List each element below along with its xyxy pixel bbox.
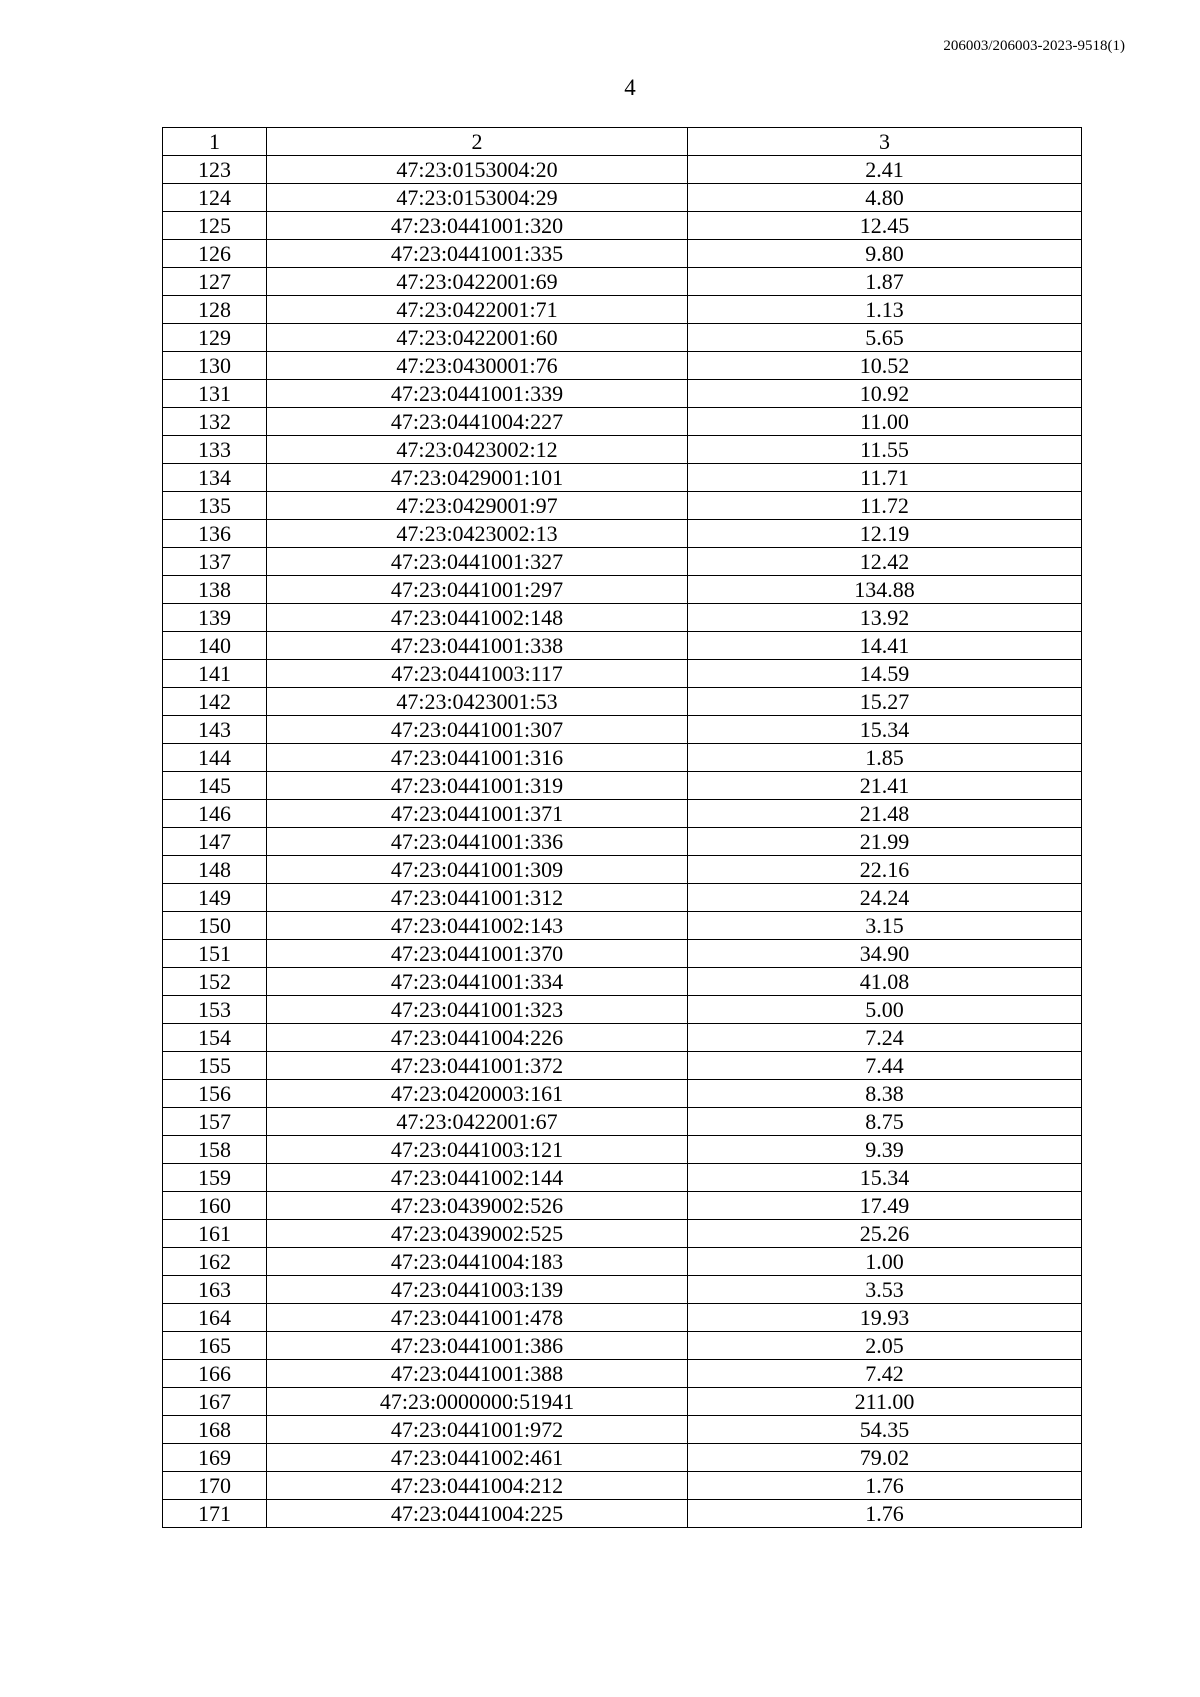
value-cell: 14.59 bbox=[688, 660, 1082, 688]
row-number-cell: 138 bbox=[163, 576, 267, 604]
value-cell: 22.16 bbox=[688, 856, 1082, 884]
value-cell: 10.52 bbox=[688, 352, 1082, 380]
value-cell: 4.80 bbox=[688, 184, 1082, 212]
table-row bbox=[163, 352, 1082, 380]
row-number-cell: 165 bbox=[163, 1332, 267, 1360]
row-number-cell: 132 bbox=[163, 408, 267, 436]
cadastral-number-cell: 47:23:0441001:319 bbox=[267, 772, 688, 800]
cadastral-number-cell: 47:23:0441001:386 bbox=[267, 1332, 688, 1360]
table-row bbox=[163, 1192, 1082, 1220]
table-row bbox=[163, 1080, 1082, 1108]
value-cell: 19.93 bbox=[688, 1304, 1082, 1332]
cadastral-number-cell: 47:23:0441001:323 bbox=[267, 996, 688, 1024]
value-cell: 1.85 bbox=[688, 744, 1082, 772]
cadastral-number-cell: 47:23:0441001:312 bbox=[267, 884, 688, 912]
data-table bbox=[162, 127, 1082, 1528]
cadastral-number-cell: 47:23:0441001:336 bbox=[267, 828, 688, 856]
value-cell: 1.00 bbox=[688, 1248, 1082, 1276]
row-number-cell: 160 bbox=[163, 1192, 267, 1220]
table-row bbox=[163, 1024, 1082, 1052]
row-number-cell: 141 bbox=[163, 660, 267, 688]
table-row bbox=[163, 604, 1082, 632]
table-row bbox=[163, 1360, 1082, 1388]
cadastral-number-cell: 47:23:0423002:13 bbox=[267, 520, 688, 548]
cadastral-number-cell: 47:23:0441001:334 bbox=[267, 968, 688, 996]
table-row bbox=[163, 660, 1082, 688]
value-cell: 1.13 bbox=[688, 296, 1082, 324]
value-cell: 5.00 bbox=[688, 996, 1082, 1024]
cadastral-number-cell: 47:23:0441001:478 bbox=[267, 1304, 688, 1332]
table-header-row bbox=[163, 128, 1082, 156]
value-cell: 211.00 bbox=[688, 1388, 1082, 1416]
cadastral-number-cell: 47:23:0441001:388 bbox=[267, 1360, 688, 1388]
cadastral-number-cell: 47:23:0429001:97 bbox=[267, 492, 688, 520]
row-number-cell: 163 bbox=[163, 1276, 267, 1304]
row-number-cell: 126 bbox=[163, 240, 267, 268]
cadastral-number-cell: 47:23:0429001:101 bbox=[267, 464, 688, 492]
value-cell: 12.45 bbox=[688, 212, 1082, 240]
row-number-cell: 154 bbox=[163, 1024, 267, 1052]
cadastral-number-cell: 47:23:0441002:143 bbox=[267, 912, 688, 940]
column-header-2: 2 bbox=[267, 128, 688, 156]
table-row bbox=[163, 1108, 1082, 1136]
value-cell: 14.41 bbox=[688, 632, 1082, 660]
cadastral-number-cell: 47:23:0430001:76 bbox=[267, 352, 688, 380]
row-number-cell: 162 bbox=[163, 1248, 267, 1276]
cadastral-number-cell: 47:23:0441004:183 bbox=[267, 1248, 688, 1276]
cadastral-number-cell: 47:23:0441003:139 bbox=[267, 1276, 688, 1304]
row-number-cell: 131 bbox=[163, 380, 267, 408]
value-cell: 134.88 bbox=[688, 576, 1082, 604]
cadastral-number-cell: 47:23:0441004:212 bbox=[267, 1472, 688, 1500]
cadastral-number-cell: 47:23:0422001:69 bbox=[267, 268, 688, 296]
row-number-cell: 152 bbox=[163, 968, 267, 996]
value-cell: 7.24 bbox=[688, 1024, 1082, 1052]
row-number-cell: 148 bbox=[163, 856, 267, 884]
table-row bbox=[163, 856, 1082, 884]
row-number-cell: 140 bbox=[163, 632, 267, 660]
page-number: 4 bbox=[624, 75, 636, 100]
cadastral-number-cell: 47:23:0441004:225 bbox=[267, 1500, 688, 1528]
row-number-cell: 161 bbox=[163, 1220, 267, 1248]
row-number-cell: 139 bbox=[163, 604, 267, 632]
cadastral-number-cell: 47:23:0441001:309 bbox=[267, 856, 688, 884]
row-number-cell: 155 bbox=[163, 1052, 267, 1080]
cadastral-number-cell: 47:23:0153004:20 bbox=[267, 156, 688, 184]
row-number-cell: 170 bbox=[163, 1472, 267, 1500]
column-header-3: 3 bbox=[688, 128, 1082, 156]
value-cell: 21.48 bbox=[688, 800, 1082, 828]
table-row bbox=[163, 1444, 1082, 1472]
row-number-cell: 169 bbox=[163, 1444, 267, 1472]
cadastral-number-cell: 47:23:0441001:335 bbox=[267, 240, 688, 268]
table-row bbox=[163, 380, 1082, 408]
table-row bbox=[163, 240, 1082, 268]
document-reference: 206003/206003-2023-9518(1) bbox=[943, 38, 1125, 54]
value-cell: 41.08 bbox=[688, 968, 1082, 996]
cadastral-number-cell: 47:23:0422001:67 bbox=[267, 1108, 688, 1136]
cadastral-number-cell: 47:23:0441004:227 bbox=[267, 408, 688, 436]
value-cell: 5.65 bbox=[688, 324, 1082, 352]
value-cell: 11.72 bbox=[688, 492, 1082, 520]
table-row bbox=[163, 1248, 1082, 1276]
row-number-cell: 158 bbox=[163, 1136, 267, 1164]
row-number-cell: 151 bbox=[163, 940, 267, 968]
row-number-cell: 153 bbox=[163, 996, 267, 1024]
value-cell: 9.39 bbox=[688, 1136, 1082, 1164]
value-cell: 12.42 bbox=[688, 548, 1082, 576]
row-number-cell: 159 bbox=[163, 1164, 267, 1192]
row-number-cell: 149 bbox=[163, 884, 267, 912]
row-number-cell: 166 bbox=[163, 1360, 267, 1388]
value-cell: 9.80 bbox=[688, 240, 1082, 268]
row-number-cell: 142 bbox=[163, 688, 267, 716]
cadastral-number-cell: 47:23:0422001:60 bbox=[267, 324, 688, 352]
value-cell: 15.34 bbox=[688, 716, 1082, 744]
row-number-cell: 125 bbox=[163, 212, 267, 240]
table-row bbox=[163, 408, 1082, 436]
cadastral-number-cell: 47:23:0441001:307 bbox=[267, 716, 688, 744]
row-number-cell: 146 bbox=[163, 800, 267, 828]
row-number-cell: 171 bbox=[163, 1500, 267, 1528]
table-row bbox=[163, 800, 1082, 828]
value-cell: 10.92 bbox=[688, 380, 1082, 408]
cadastral-number-cell: 47:23:0423001:53 bbox=[267, 688, 688, 716]
cadastral-number-cell: 47:23:0441001:339 bbox=[267, 380, 688, 408]
cadastral-number-cell: 47:23:0441001:370 bbox=[267, 940, 688, 968]
table-row bbox=[163, 520, 1082, 548]
value-cell: 2.05 bbox=[688, 1332, 1082, 1360]
table-row bbox=[163, 492, 1082, 520]
value-cell: 7.44 bbox=[688, 1052, 1082, 1080]
cadastral-number-cell: 47:23:0441003:117 bbox=[267, 660, 688, 688]
value-cell: 15.27 bbox=[688, 688, 1082, 716]
row-number-cell: 143 bbox=[163, 716, 267, 744]
table-row bbox=[163, 1388, 1082, 1416]
row-number-cell: 168 bbox=[163, 1416, 267, 1444]
value-cell: 1.76 bbox=[688, 1500, 1082, 1528]
cadastral-number-cell: 47:23:0000000:51941 bbox=[267, 1388, 688, 1416]
value-cell: 17.49 bbox=[688, 1192, 1082, 1220]
row-number-cell: 128 bbox=[163, 296, 267, 324]
table-row bbox=[163, 1164, 1082, 1192]
value-cell: 13.92 bbox=[688, 604, 1082, 632]
cadastral-number-cell: 47:23:0441001:327 bbox=[267, 548, 688, 576]
cadastral-number-cell: 47:23:0441001:320 bbox=[267, 212, 688, 240]
table-row bbox=[163, 716, 1082, 744]
table-row bbox=[163, 772, 1082, 800]
value-cell: 25.26 bbox=[688, 1220, 1082, 1248]
cadastral-number-cell: 47:23:0441004:226 bbox=[267, 1024, 688, 1052]
row-number-cell: 137 bbox=[163, 548, 267, 576]
table-row bbox=[163, 912, 1082, 940]
table-row bbox=[163, 268, 1082, 296]
table-row bbox=[163, 744, 1082, 772]
cadastral-number-cell: 47:23:0441001:297 bbox=[267, 576, 688, 604]
cadastral-number-cell: 47:23:0422001:71 bbox=[267, 296, 688, 324]
row-number-cell: 130 bbox=[163, 352, 267, 380]
table-row bbox=[163, 1136, 1082, 1164]
value-cell: 11.00 bbox=[688, 408, 1082, 436]
table-row bbox=[163, 688, 1082, 716]
value-cell: 8.75 bbox=[688, 1108, 1082, 1136]
table-row bbox=[163, 576, 1082, 604]
table-row bbox=[163, 1416, 1082, 1444]
cadastral-number-cell: 47:23:0441001:338 bbox=[267, 632, 688, 660]
value-cell: 11.71 bbox=[688, 464, 1082, 492]
column-header-1: 1 bbox=[163, 128, 267, 156]
table-row bbox=[163, 1500, 1082, 1528]
row-number-cell: 129 bbox=[163, 324, 267, 352]
table-row bbox=[163, 1332, 1082, 1360]
table-row bbox=[163, 884, 1082, 912]
cadastral-number-cell: 47:23:0441002:148 bbox=[267, 604, 688, 632]
table-row bbox=[163, 548, 1082, 576]
row-number-cell: 144 bbox=[163, 744, 267, 772]
row-number-cell: 164 bbox=[163, 1304, 267, 1332]
cadastral-number-cell: 47:23:0441001:371 bbox=[267, 800, 688, 828]
table-row bbox=[163, 968, 1082, 996]
row-number-cell: 134 bbox=[163, 464, 267, 492]
row-number-cell: 135 bbox=[163, 492, 267, 520]
row-number-cell: 147 bbox=[163, 828, 267, 856]
value-cell: 3.53 bbox=[688, 1276, 1082, 1304]
table-header bbox=[163, 128, 1082, 156]
row-number-cell: 156 bbox=[163, 1080, 267, 1108]
value-cell: 21.41 bbox=[688, 772, 1082, 800]
table-row bbox=[163, 436, 1082, 464]
table-row bbox=[163, 828, 1082, 856]
value-cell: 8.38 bbox=[688, 1080, 1082, 1108]
table-row bbox=[163, 1052, 1082, 1080]
table-row bbox=[163, 464, 1082, 492]
cadastral-number-cell: 47:23:0441002:144 bbox=[267, 1164, 688, 1192]
row-number-cell: 157 bbox=[163, 1108, 267, 1136]
table-row bbox=[163, 184, 1082, 212]
row-number-cell: 136 bbox=[163, 520, 267, 548]
table-row bbox=[163, 1276, 1082, 1304]
cadastral-number-cell: 47:23:0441001:972 bbox=[267, 1416, 688, 1444]
table-row bbox=[163, 1472, 1082, 1500]
table-row bbox=[163, 296, 1082, 324]
value-cell: 11.55 bbox=[688, 436, 1082, 464]
cadastral-number-cell: 47:23:0441003:121 bbox=[267, 1136, 688, 1164]
cadastral-number-cell: 47:23:0441001:372 bbox=[267, 1052, 688, 1080]
table-row bbox=[163, 1220, 1082, 1248]
cadastral-number-cell: 47:23:0153004:29 bbox=[267, 184, 688, 212]
value-cell: 21.99 bbox=[688, 828, 1082, 856]
value-cell: 12.19 bbox=[688, 520, 1082, 548]
value-cell: 34.90 bbox=[688, 940, 1082, 968]
row-number-cell: 123 bbox=[163, 156, 267, 184]
row-number-cell: 133 bbox=[163, 436, 267, 464]
table-row bbox=[163, 940, 1082, 968]
value-cell: 15.34 bbox=[688, 1164, 1082, 1192]
cadastral-number-cell: 47:23:0420003:161 bbox=[267, 1080, 688, 1108]
row-number-cell: 167 bbox=[163, 1388, 267, 1416]
value-cell: 24.24 bbox=[688, 884, 1082, 912]
value-cell: 3.15 bbox=[688, 912, 1082, 940]
row-number-cell: 124 bbox=[163, 184, 267, 212]
table-row bbox=[163, 1304, 1082, 1332]
table-body bbox=[163, 156, 1082, 1528]
table-row bbox=[163, 632, 1082, 660]
cadastral-number-cell: 47:23:0441001:316 bbox=[267, 744, 688, 772]
value-cell: 7.42 bbox=[688, 1360, 1082, 1388]
row-number-cell: 150 bbox=[163, 912, 267, 940]
cadastral-number-cell: 47:23:0439002:526 bbox=[267, 1192, 688, 1220]
cadastral-number-cell: 47:23:0439002:525 bbox=[267, 1220, 688, 1248]
cadastral-number-cell: 47:23:0423002:12 bbox=[267, 436, 688, 464]
value-cell: 2.41 bbox=[688, 156, 1082, 184]
table-row bbox=[163, 996, 1082, 1024]
table-row bbox=[163, 156, 1082, 184]
value-cell: 1.87 bbox=[688, 268, 1082, 296]
row-number-cell: 127 bbox=[163, 268, 267, 296]
value-cell: 79.02 bbox=[688, 1444, 1082, 1472]
value-cell: 54.35 bbox=[688, 1416, 1082, 1444]
value-cell: 1.76 bbox=[688, 1472, 1082, 1500]
cadastral-number-cell: 47:23:0441002:461 bbox=[267, 1444, 688, 1472]
row-number-cell: 145 bbox=[163, 772, 267, 800]
table-row bbox=[163, 324, 1082, 352]
table-row bbox=[163, 212, 1082, 240]
